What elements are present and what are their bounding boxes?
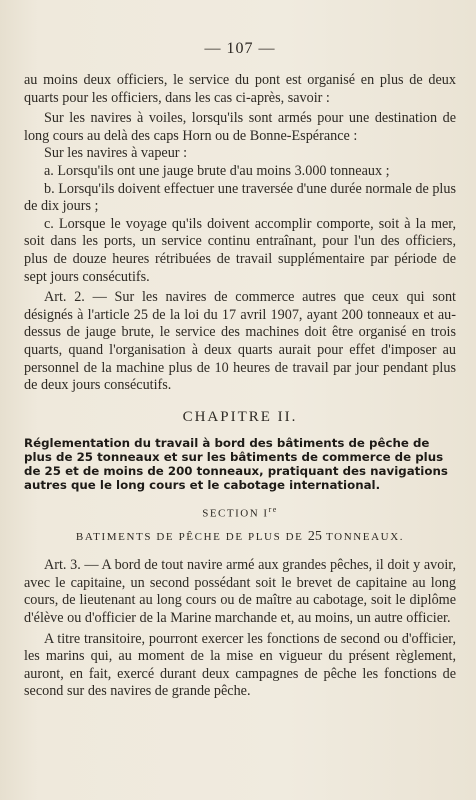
list-item-b: b. Lorsqu'ils doivent effectuer une traversée d'une durée normale de plus de dix jours ; (24, 180, 456, 215)
chapter-summary: Réglementation du travail à bord des bâtiments de pêche de plus de 25 tonneaux et sur les bâtiments de commerce de plus de 25 et de moins de 200 tonneaux, pratiquant des navigations autres que le long cours et le cabotage international. (24, 435, 448, 493)
article-3: Art. 3. — A bord de tout navire armé aux grandes pêches, il doit y avoir, avec le capitaine, un second possédant soit le brevet de capitaine au long cours, de lieutenant au long cours ou de maître au cabotage, soit le diplôme d'élève ou d'officier de la Marine marchande et, au moins, un autre officier. (24, 557, 456, 626)
section-subtitle-number: 25 (307, 529, 322, 545)
section-subtitle-text: BATIMENTS DE PÊCHE DE PLUS DE (75, 531, 304, 544)
article-2: Art. 2. — Sur les navires de commerce autres que ceux qui sont désignés à l'article 25 de la loi du 17 avril 1907, ayant 200 tonneaux et au-dessus de jauge brute, le service des machines doit être organisé en trois quarts, quand l'organisation à deux quarts aurait pour effet d'imposer au personnel de la machine plus de 10 heures de travail par jour pendant plus de deux jours consécutifs. (24, 289, 456, 394)
paragraph-steamers: Sur les navires à vapeur : (44, 145, 188, 162)
paragraph-transitional: A titre transitoire, pourront exercer les fonctions de second ou d'officier, les marins qui, au moment de la mise en vigueur du présent règlement, auront, en fait, exercé durant deux campagnes de pêche les fonctions de second sur des navires de grande pêche. (24, 630, 456, 700)
section-label: SECTION I (202, 507, 269, 520)
section-ordinal: re (268, 504, 278, 514)
paragraph-continued: au moins deux officiers, le service du pont est organisé en plus de deux quarts pour les officiers, dans les cas ci-après, savoir : (24, 72, 456, 106)
paragraph-sailing-ships: Sur les navires à voiles, lorsqu'ils sont armés pour une destination de long cours au delà des caps Horn ou de Bonne-Espérance : (24, 110, 456, 144)
section-heading (24, 505, 456, 520)
list-item-c: c. Lorsque le voyage qu'ils doivent accomplir comporte, soit à la mer, soit dans les ports, un service continu entraînant, pour l'un des officiers, plus de douze heures rétribuées de travail supplémentaire par période de sept jours consécutifs. (24, 215, 456, 285)
list-item-a: a. Lorsqu'ils ont une jauge brute d'au moins 3.000 tonneaux ; (44, 162, 390, 179)
section-subtitle (24, 529, 456, 545)
chapter-heading: CHAPITRE II. (182, 408, 298, 425)
section-subtitle-unit: TONNEAUX. (326, 531, 405, 544)
page-number: — 107 — (204, 40, 276, 57)
